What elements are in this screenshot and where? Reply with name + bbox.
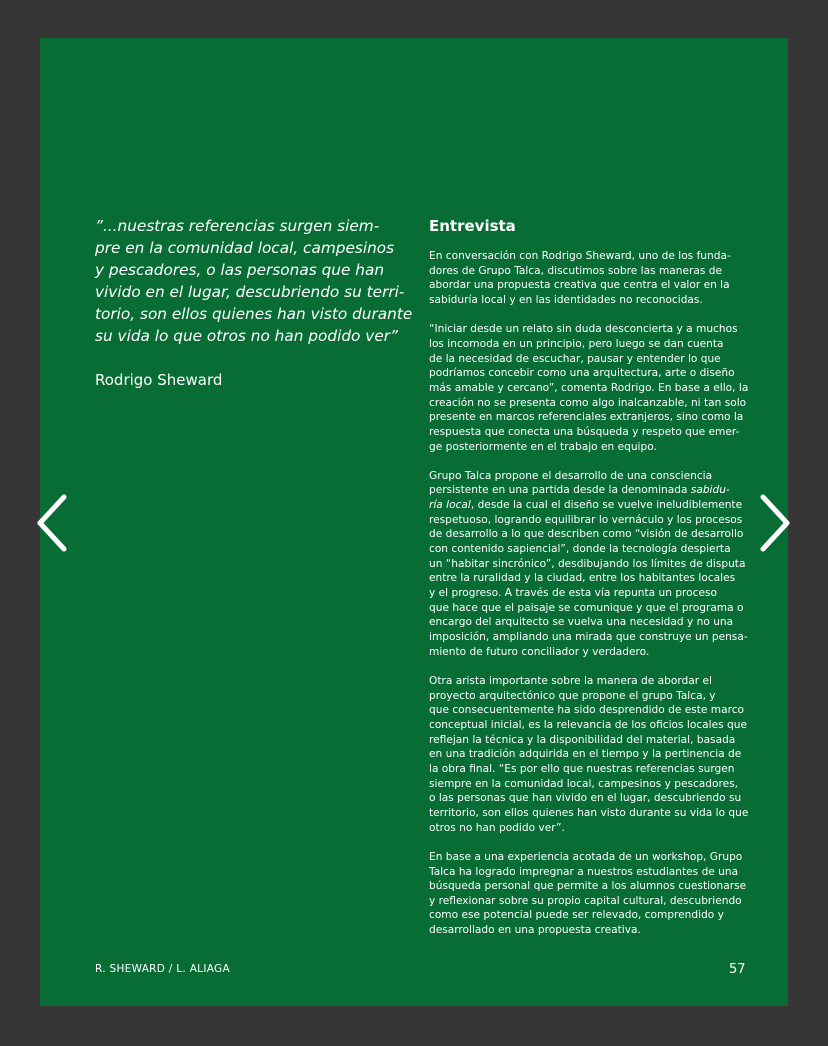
previous-page-button[interactable] — [32, 490, 72, 556]
pull-quote: ”...nuestras referencias surgen siem- pre en la comunidad local, campesinos y pescadores, o las personas que han vivido en el lugar, descubriendo su terri- torio, son ellos quienes han visto durante su vida lo que otros no han podido ver” — [95, 217, 413, 345]
pull-quote-author: Rodrigo Sheward — [95, 371, 223, 389]
article-paragraph-4: Otra arista importante sobre la manera de abordar el proyecto arquitectónico que propone el grupo Talca, y que consecuentemente ha sido desprendido de este marco conceptual inicial, es la relevancia de los oficios locales que reflejan la técnica y la disponibilidad del material, basada en una tradición adquirida en el tiempo y la pertinencia de la obra final. “Es por ello que nuestras referencias surgen siempre en la comunidad local, campesinos y pescadores, o las personas que han vivido en el lugar, descubriendo su territorio, son ellos quienes han visto durante su vida lo que otros no han podido ver”. — [429, 674, 749, 834]
article-paragraph-3-italic-term: sabidu- ría local — [429, 484, 730, 512]
article-paragraph-5: En base a una experiencia acotada de un workshop, Grupo Talca ha logrado impregnar a nuestros estudiantes de una búsqueda personal que permite a los alumnos cuestionarse y reflexionar sobre su propio capital cultural, descubriendo como ese potencial puede ser relevado, comprendido y desarrollado en una propuesta creativa. — [429, 850, 747, 937]
chevron-right-icon — [758, 492, 792, 554]
article-paragraph-2: “Iniciar desde un relato sin duda desconcierta y a muchos los incomoda en un principio, pero luego se dan cuenta de la necesidad de escuchar, pausar y entender lo que podríamos concebir como una arquitectura, arte o diseño más amable y cercano”, comenta Rodrigo. En base a ello, la creación no se presenta como algo inalcanzable, ni tan solo presente en marcos referenciales extranjeros, sino como la respuesta que conecta una búsqueda y respeto que emer- ge posteriormente en el trabajo en equipo. — [429, 323, 749, 453]
page-number: 57 — [729, 962, 746, 977]
article-paragraph-1: En conversación con Rodrigo Sheward, uno de los funda- dores de Grupo Talca, discutimos sobre las maneras de abordar una propuesta creativa que centra el valor en la sabiduría local y en las identidades no reconocidas. — [429, 250, 731, 306]
section-heading: Entrevista — [429, 217, 516, 235]
magazine-page — [40, 38, 788, 1006]
chevron-left-icon — [35, 492, 69, 554]
next-page-button[interactable] — [755, 490, 795, 556]
article-body — [429, 249, 749, 938]
article-paragraph-3 — [429, 469, 749, 660]
article-paragraph-3-start: Grupo Talca propone el desarrollo de una consciencia persistente en una partida desde la denominada — [429, 469, 713, 497]
article-paragraph-3-end: , desde la cual el diseño se vuelve ineludiblemente respetuoso, logrando equilibrar lo vernáculo y los procesos de desarrollo a lo que describen como “visión de desarrollo con contenido sapiencial”, donde la tecnología despierta un “habitar sincrónico”, desdibujando los límites de disputa entre la ruralidad y la ciudad, entre los habitantes locales y el progreso. A través de esta vía repunta un proceso que hace que el paisaje se comunique y que el programa o encargo del arquitecto se vuelva una necesidad y no una imposición, ampliando una mirada que construye un pensa- miento de futuro conciliador y verdadero. — [429, 499, 748, 658]
footer-authors: R. SHEWARD / L. ALIAGA — [95, 963, 230, 975]
